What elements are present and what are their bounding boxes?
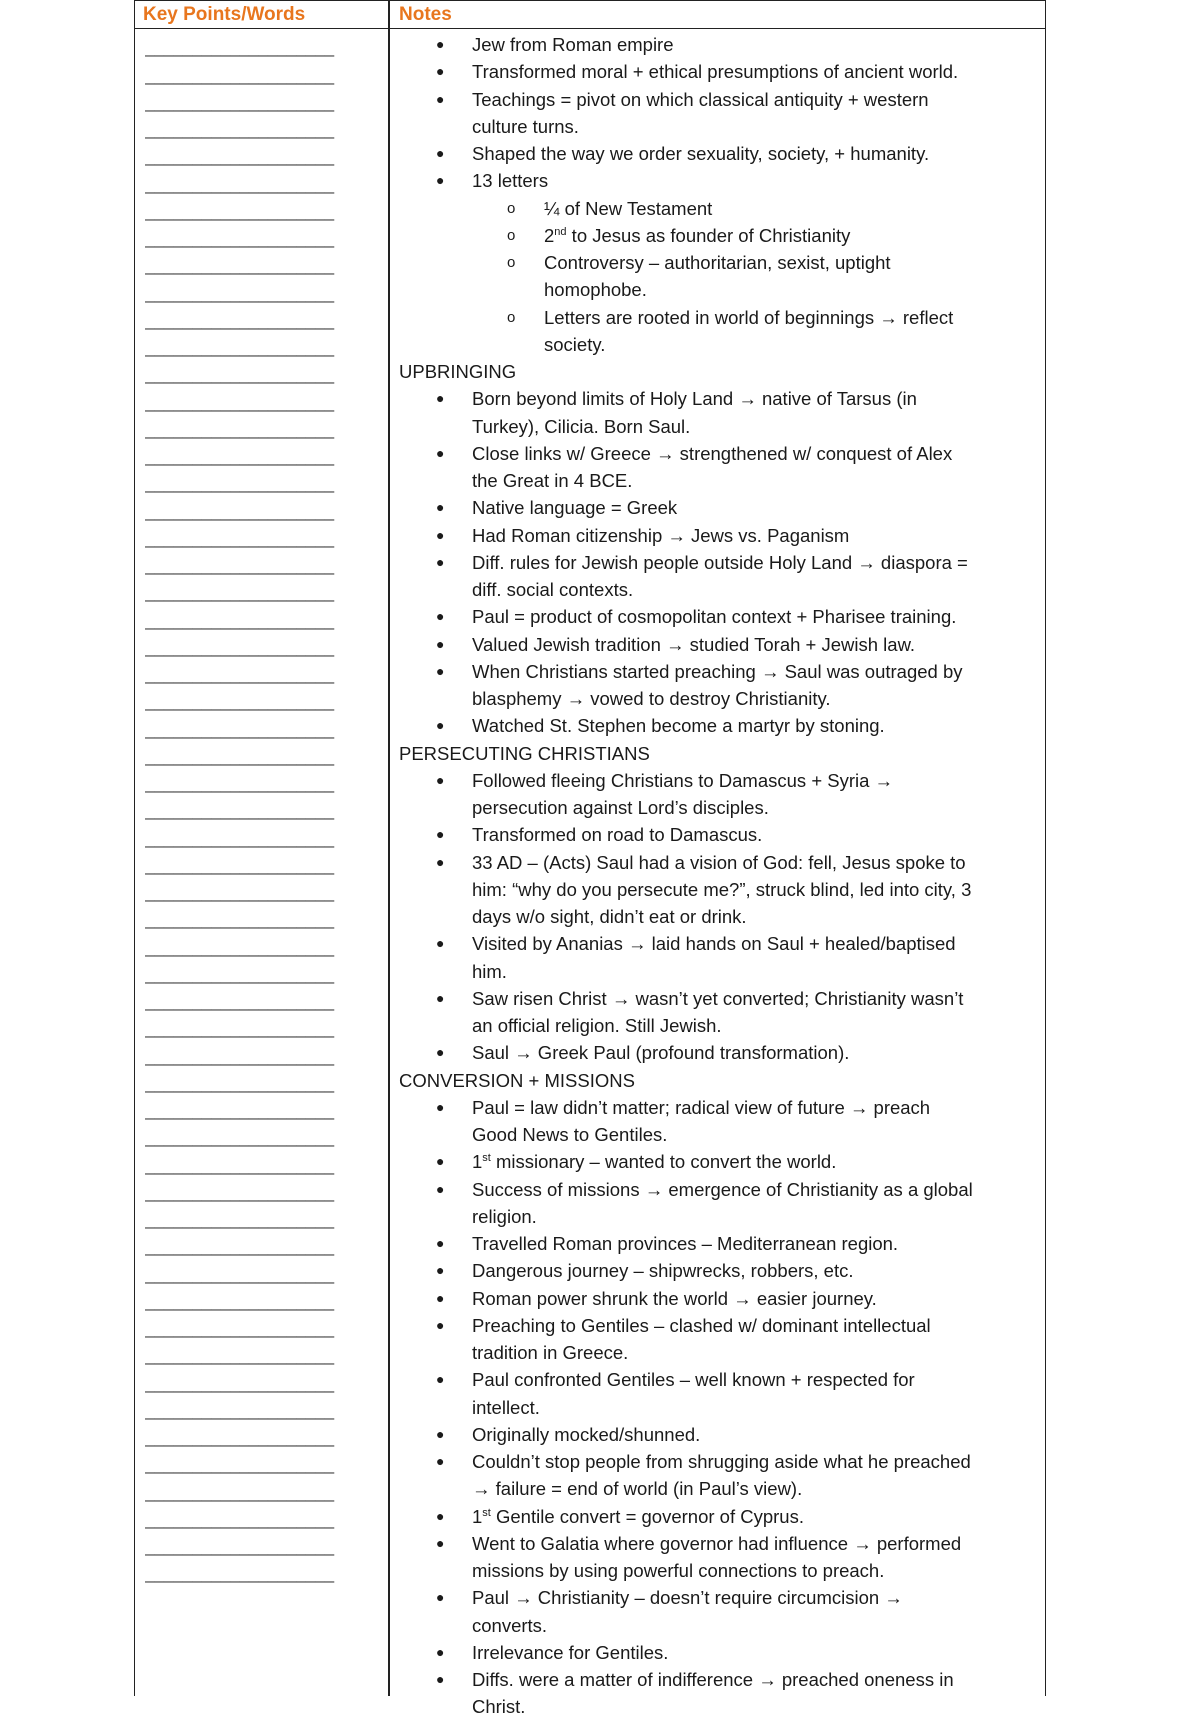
note-line <box>399 1285 1039 1312</box>
key-point-blank-line[interactable] <box>145 879 381 906</box>
section-heading <box>399 1067 1039 1094</box>
note-text: him. <box>472 960 507 982</box>
note-line <box>399 140 1039 167</box>
bullet-icon: ● <box>436 1371 445 1388</box>
note-line <box>399 167 1039 194</box>
bullet-icon: ● <box>436 1098 445 1115</box>
note-line <box>399 549 1039 576</box>
note-text: Paul → Christianity – doesn’t require circumcision → <box>472 1587 903 1609</box>
note-text: the Great in 4 BCE. <box>472 470 633 491</box>
note-text: 13 letters <box>472 170 549 192</box>
note-text: Christ. <box>472 1696 526 1718</box>
note-line <box>399 1366 1039 1393</box>
key-point-blank-line[interactable] <box>145 470 381 497</box>
sub-bullet-icon: o <box>507 199 516 217</box>
bullet-icon: ● <box>436 1425 445 1442</box>
blank-line-text: ____________________ <box>145 992 335 1011</box>
key-point-blank-line[interactable] <box>145 1260 381 1287</box>
note-text: 2nd to Jesus as founder of Christianity <box>544 224 851 246</box>
note-text: Saw risen Christ → wasn’t yet converted; Christianity wasn’t <box>472 987 964 1009</box>
key-point-blank-line[interactable] <box>145 252 381 279</box>
blank-line-text: ____________________ <box>145 201 335 221</box>
note-line <box>399 1530 1039 1557</box>
note-text: Originally mocked/shunned. <box>472 1423 701 1445</box>
blank-line-text: ____________________ <box>145 1482 335 1502</box>
sub-bullet-icon: o <box>507 226 516 244</box>
note-text: religion. <box>472 1205 537 1227</box>
bullet-icon: ● <box>436 1180 445 1197</box>
note-line <box>399 1257 1039 1284</box>
note-line <box>399 195 1039 222</box>
key-point-blank-line[interactable] <box>145 1342 381 1369</box>
blank-line-text: ____________________ <box>145 610 335 630</box>
note-text: Roman power shrunk the world → easier journey. <box>472 1287 877 1309</box>
bullet-icon: ● <box>436 90 445 107</box>
blank-line-text: ____________________ <box>145 692 335 712</box>
note-text: Diff. rules for Jewish people outside Holy Land → diaspora = <box>472 551 968 573</box>
blank-line-text: ____________________ <box>145 556 335 575</box>
note-line <box>399 1557 1039 1584</box>
note-text: Watched St. Stephen become a martyr by stoning. <box>472 715 885 737</box>
note-line <box>399 1176 1039 1203</box>
key-point-blank-line[interactable] <box>145 198 381 225</box>
blank-line-text: ____________________ <box>145 719 335 739</box>
ordinal-suffix: nd <box>554 225 567 238</box>
key-point-blank-line[interactable] <box>145 1451 381 1478</box>
key-point-blank-line[interactable] <box>145 1124 381 1151</box>
note-line <box>399 1121 1039 1148</box>
note-text: days w/o sight, didn’t eat or drink. <box>472 906 747 927</box>
note-text: 1st missionary – wanted to convert the world. <box>472 1151 837 1173</box>
key-point-blank-line[interactable] <box>145 715 381 742</box>
key-point-blank-line[interactable] <box>145 307 381 334</box>
bullet-icon: ● <box>436 662 445 679</box>
note-line <box>399 1094 1039 1121</box>
section-heading <box>399 740 1039 767</box>
note-text: Had Roman citizenship → Jews vs. Paganism <box>472 524 850 546</box>
note-text: Valued Jewish tradition → studied Torah + Jewish law. <box>472 633 916 655</box>
blank-line-text: ____________________ <box>145 665 335 684</box>
note-line <box>399 1339 1039 1366</box>
key-point-blank-line[interactable] <box>145 1397 381 1424</box>
blank-line-text: ____________________ <box>145 883 335 902</box>
bullet-icon: ● <box>436 63 445 80</box>
key-point-blank-line[interactable] <box>145 1315 381 1342</box>
bullet-icon: ● <box>436 499 445 516</box>
blank-line-text: ____________________ <box>145 1128 335 1148</box>
blank-line-text: ____________________ <box>145 1537 335 1556</box>
bullet-icon: ● <box>436 608 445 625</box>
note-text-rest: Gentile convert = governor of Cyprus. <box>490 1505 804 1527</box>
note-text-rest: missionary – wanted to convert the world. <box>490 1151 837 1173</box>
cornell-notes-sheet <box>134 0 1046 1718</box>
bullet-icon: ● <box>436 1643 445 1660</box>
blank-line-text: ____________________ <box>145 474 335 494</box>
note-text: Followed fleeing Christians to Damascus + Syria → <box>472 769 894 791</box>
blank-line-text: ____________________ <box>145 774 335 793</box>
note-text: Controversy – authoritarian, sexist, uptight <box>544 252 891 273</box>
note-line <box>399 1148 1039 1175</box>
note-line <box>399 467 1039 494</box>
note-text: society. <box>544 333 606 355</box>
note-text: an official religion. Still Jewish. <box>472 1015 722 1036</box>
key-point-blank-line[interactable] <box>145 1533 381 1560</box>
key-point-blank-line[interactable] <box>145 579 381 606</box>
blank-line-text: ____________________ <box>145 1373 335 1393</box>
key-point-blank-line[interactable] <box>145 1042 381 1069</box>
key-point-blank-line[interactable] <box>145 1288 381 1315</box>
blank-line-text: ____________________ <box>145 1046 335 1066</box>
note-text: Travelled Roman provinces – Mediterranean region. <box>472 1233 899 1254</box>
note-line <box>399 1203 1039 1230</box>
key-point-blank-line[interactable] <box>145 1369 381 1396</box>
note-line <box>399 767 1039 794</box>
key-point-blank-line[interactable] <box>145 1478 381 1505</box>
bullet-icon: ● <box>436 553 445 570</box>
key-point-blank-line[interactable] <box>145 1560 381 1587</box>
note-line <box>399 440 1039 467</box>
key-point-blank-line[interactable] <box>145 688 381 715</box>
note-text: Paul = law didn’t matter; radical view of future → preach <box>472 1096 931 1118</box>
bullet-icon: ● <box>436 1671 445 1687</box>
note-line <box>399 1584 1039 1611</box>
note-line <box>399 685 1039 712</box>
note-text: Paul confronted Gentiles – well known + respected for <box>472 1369 915 1391</box>
ordinal-suffix: st <box>482 1506 491 1519</box>
key-point-blank-line[interactable] <box>145 225 381 252</box>
notes-column <box>399 31 1039 1721</box>
note-line <box>399 522 1039 549</box>
notes-header: Notes <box>399 4 452 25</box>
note-text: Jew from Roman empire <box>472 34 674 55</box>
key-point-blank-line[interactable] <box>145 1206 381 1233</box>
note-line <box>399 31 1039 58</box>
key-point-blank-line[interactable] <box>145 89 381 116</box>
note-line <box>399 494 1039 521</box>
key-points-header: Key Points/Words <box>143 4 306 25</box>
note-text: PERSECUTING CHRISTIANS <box>399 742 650 764</box>
blank-line-text: ____________________ <box>145 1182 335 1202</box>
note-line <box>399 249 1039 276</box>
note-text: Went to Galatia where governor had influence → performed <box>472 1532 962 1554</box>
blank-line-text: ____________________ <box>145 1101 335 1120</box>
key-point-blank-line[interactable] <box>145 443 381 470</box>
note-line <box>399 930 1039 957</box>
key-point-blank-line[interactable] <box>145 743 381 770</box>
note-line <box>399 1012 1039 1039</box>
key-point-blank-line[interactable] <box>145 1506 381 1533</box>
note-line <box>399 1421 1039 1448</box>
note-text: → failure = end of world (in Paul’s view). <box>472 1478 803 1500</box>
key-point-blank-line[interactable] <box>145 906 381 933</box>
note-text: Saul → Greek Paul (profound transformation). <box>472 1042 850 1064</box>
note-line <box>399 712 1039 739</box>
key-point-blank-line[interactable] <box>145 824 381 851</box>
note-line <box>399 958 1039 985</box>
note-text: Good News to Gentiles. <box>472 1124 668 1145</box>
bullet-icon: ● <box>436 145 445 161</box>
note-text: Turkey), Cilicia. Born Saul. <box>472 415 691 437</box>
note-text: Success of missions → emergence of Christianity as a global <box>472 1178 973 1200</box>
blank-line-text: ____________________ <box>145 174 335 194</box>
key-point-blank-line[interactable] <box>145 770 381 797</box>
note-line <box>399 821 1039 848</box>
note-text: culture turns. <box>472 115 579 137</box>
note-line <box>399 1612 1039 1639</box>
note-line <box>399 413 1039 440</box>
sub-bullet-icon: o <box>507 254 516 271</box>
note-text: Diffs. were a matter of indifference → preached oneness in <box>472 1669 954 1690</box>
blank-line-text: ____________________ <box>145 65 335 85</box>
note-text: Born beyond limits of Holy Land → native of Tarsus (in <box>472 388 917 410</box>
blank-line-text: ____________________ <box>145 1264 335 1284</box>
key-point-blank-line[interactable] <box>145 170 381 197</box>
note-line <box>399 58 1039 85</box>
blank-line-text: ____________________ <box>145 1428 335 1447</box>
key-points-column <box>145 34 381 1587</box>
key-point-blank-line[interactable] <box>145 634 381 661</box>
bullet-icon: ● <box>436 1235 445 1251</box>
key-point-blank-line[interactable] <box>145 34 381 61</box>
note-text: Close links w/ Greece → strengthened w/ conquest of Alex <box>472 442 953 464</box>
blank-line-text: ____________________ <box>145 283 335 303</box>
key-point-blank-line[interactable] <box>145 1070 381 1097</box>
bullet-icon: ● <box>436 1589 445 1606</box>
bullet-icon: ● <box>436 1153 445 1170</box>
key-point-blank-line[interactable] <box>145 334 381 361</box>
note-line <box>399 985 1039 1012</box>
note-line <box>399 113 1039 140</box>
key-point-blank-line[interactable] <box>145 606 381 633</box>
note-line <box>399 658 1039 685</box>
bullet-icon: ● <box>436 853 445 870</box>
note-text: Paul = product of cosmopolitan context + Pharisee training. <box>472 606 957 628</box>
key-point-blank-line[interactable] <box>145 852 381 879</box>
note-text: persecution against Lord’s disciples. <box>472 797 769 818</box>
note-line <box>399 1394 1039 1421</box>
blank-line-text: ____________________ <box>145 1291 335 1311</box>
blank-line-text: ____________________ <box>145 447 335 466</box>
bullet-icon: ● <box>436 1289 445 1306</box>
key-point-blank-line[interactable] <box>145 797 381 824</box>
note-line <box>399 603 1039 630</box>
blank-line-text: ____________________ <box>145 1346 335 1366</box>
bullet-icon: ● <box>436 390 445 407</box>
bullet-icon: ● <box>436 826 445 843</box>
column-divider <box>388 0 390 1696</box>
key-point-blank-line[interactable] <box>145 661 381 688</box>
blank-line-text: ____________________ <box>145 365 335 385</box>
note-line <box>399 276 1039 303</box>
blank-line-text: ____________________ <box>145 147 335 167</box>
note-line <box>399 876 1039 903</box>
bullet-icon: ● <box>436 717 445 734</box>
note-line <box>399 1039 1039 1066</box>
bullet-icon: ● <box>436 1316 445 1333</box>
bullet-icon: ● <box>436 1044 445 1061</box>
note-text: ¼ of New Testament <box>544 197 713 219</box>
blank-line-text: ____________________ <box>145 310 335 330</box>
note-text: Letters are rooted in world of beginnings → reflect <box>544 306 954 328</box>
blank-line-text: ____________________ <box>145 229 335 248</box>
blank-line-text: ____________________ <box>145 338 335 357</box>
key-point-blank-line[interactable] <box>145 961 381 988</box>
ordinal-suffix: st <box>482 1152 491 1165</box>
note-text: Couldn’t stop people from shrugging aside what he preached <box>472 1451 971 1472</box>
blank-line-text: ____________________ <box>145 38 335 58</box>
note-line <box>399 86 1039 113</box>
key-point-blank-line[interactable] <box>145 1151 381 1178</box>
bullet-icon: ● <box>436 1262 445 1279</box>
key-point-blank-line[interactable] <box>145 61 381 88</box>
note-text: diff. social contexts. <box>472 579 634 600</box>
blank-line-text: ____________________ <box>145 801 335 821</box>
note-line <box>399 903 1039 930</box>
blank-line-text: ____________________ <box>145 120 335 139</box>
note-line <box>399 385 1039 412</box>
bullet-icon: ● <box>436 526 445 543</box>
note-text: Transformed on road to Damascus. <box>472 824 763 846</box>
note-text: Visited by Ananias → laid hands on Saul + healed/baptised <box>472 933 956 955</box>
bullet-icon: ● <box>436 1507 445 1524</box>
key-point-blank-line[interactable] <box>145 552 381 579</box>
blank-line-text: ____________________ <box>145 937 335 957</box>
key-point-blank-line[interactable] <box>145 988 381 1015</box>
key-point-blank-line[interactable] <box>145 1424 381 1451</box>
bullet-icon: ● <box>436 989 445 1006</box>
blank-line-text: ____________________ <box>145 1155 335 1175</box>
note-line <box>399 1312 1039 1339</box>
blank-line-text: ____________________ <box>145 1564 335 1584</box>
key-point-blank-line[interactable] <box>145 933 381 960</box>
blank-line-text: ____________________ <box>145 746 335 766</box>
bullet-icon: ● <box>436 172 445 189</box>
blank-line-text: ____________________ <box>145 1210 335 1229</box>
blank-line-text: ____________________ <box>145 1455 335 1475</box>
note-line <box>399 1448 1039 1475</box>
key-point-blank-line[interactable] <box>145 116 381 143</box>
note-text: blasphemy → vowed to destroy Christianity. <box>472 688 831 709</box>
key-point-blank-line[interactable] <box>145 497 381 524</box>
blank-line-text: ____________________ <box>145 1019 335 1039</box>
sub-bullet-icon: o <box>507 308 516 326</box>
note-text: Preaching to Gentiles – clashed w/ dominant intellectual <box>472 1314 931 1336</box>
key-point-blank-line[interactable] <box>145 1179 381 1206</box>
blank-line-text: ____________________ <box>145 1237 335 1257</box>
note-line <box>399 1503 1039 1530</box>
blank-line-text: ____________________ <box>145 501 335 521</box>
bullet-icon: ● <box>436 935 445 952</box>
note-line <box>399 1230 1039 1257</box>
key-point-blank-line[interactable] <box>145 143 381 170</box>
note-line <box>399 794 1039 821</box>
note-text: 33 AD – (Acts) Saul had a vision of God: fell, Jesus spoke to <box>472 851 966 873</box>
blank-line-text: ____________________ <box>145 392 335 412</box>
bullet-icon: ● <box>436 36 445 52</box>
note-line <box>399 576 1039 603</box>
blank-line-text: ____________________ <box>145 1073 335 1093</box>
note-text: Teachings = pivot on which classical antiquity + western <box>472 88 929 110</box>
note-text: intellect. <box>472 1396 540 1418</box>
key-point-blank-line[interactable] <box>145 361 381 388</box>
note-line <box>399 849 1039 876</box>
blank-line-text: ____________________ <box>145 637 335 657</box>
note-text: Irrelevance for Gentiles. <box>472 1641 669 1663</box>
note-text: tradition in Greece. <box>472 1342 629 1363</box>
blank-line-text: ____________________ <box>145 1400 335 1420</box>
key-point-blank-line[interactable] <box>145 1233 381 1260</box>
note-line <box>399 331 1039 358</box>
note-text: homophobe. <box>544 279 647 301</box>
blank-line-text: ____________________ <box>145 964 335 984</box>
note-text: UPBRINGING <box>399 361 517 382</box>
note-text: Transformed moral + ethical presumptions of ancient world. <box>472 61 959 83</box>
bullet-icon: ● <box>436 444 445 461</box>
blank-line-text: ____________________ <box>145 1509 335 1529</box>
note-text: missions by using powerful connections to preach. <box>472 1560 885 1581</box>
section-heading <box>399 358 1039 385</box>
blank-line-text: ____________________ <box>145 828 335 848</box>
bullet-icon: ● <box>436 635 445 652</box>
note-text: Shaped the way we order sexuality, society, + humanity. <box>472 143 930 164</box>
table-header <box>135 0 1045 29</box>
note-text: 1st Gentile convert = governor of Cyprus. <box>472 1505 804 1527</box>
blank-line-text: ____________________ <box>145 583 335 603</box>
blank-line-text: ____________________ <box>145 92 335 112</box>
note-line <box>399 631 1039 658</box>
key-point-blank-line[interactable] <box>145 1015 381 1042</box>
blank-line-text: ____________________ <box>145 1319 335 1338</box>
key-point-blank-line[interactable] <box>145 1097 381 1124</box>
blank-line-text: ____________________ <box>145 910 335 930</box>
bullet-icon: ● <box>436 1453 445 1469</box>
note-text: him: “why do you persecute me?”, struck blind, led into city, 3 <box>472 878 972 900</box>
note-line <box>399 1475 1039 1502</box>
note-line <box>399 304 1039 331</box>
key-point-blank-line[interactable] <box>145 388 381 415</box>
blank-line-text: ____________________ <box>145 855 335 875</box>
note-text: converts. <box>472 1614 548 1636</box>
key-point-blank-line[interactable] <box>145 279 381 306</box>
note-text-rest: to Jesus as founder of Christianity <box>566 224 851 246</box>
note-text: When Christians started preaching → Saul was outraged by <box>472 660 963 682</box>
bullet-icon: ● <box>436 1534 445 1551</box>
note-line <box>399 1666 1039 1693</box>
key-point-blank-line[interactable] <box>145 525 381 552</box>
note-line <box>399 1639 1039 1666</box>
key-point-blank-line[interactable] <box>145 416 381 443</box>
bullet-icon: ● <box>436 771 445 788</box>
note-text: CONVERSION + MISSIONS <box>399 1069 635 1091</box>
note-line <box>399 222 1039 249</box>
blank-line-text: ____________________ <box>145 528 335 548</box>
blank-line-text: ____________________ <box>145 256 335 276</box>
blank-line-text: ____________________ <box>145 419 335 439</box>
note-text: Dangerous journey – shipwrecks, robbers, etc. <box>472 1260 854 1282</box>
note-text: Native language = Greek <box>472 497 678 519</box>
note-line <box>399 1693 1039 1720</box>
